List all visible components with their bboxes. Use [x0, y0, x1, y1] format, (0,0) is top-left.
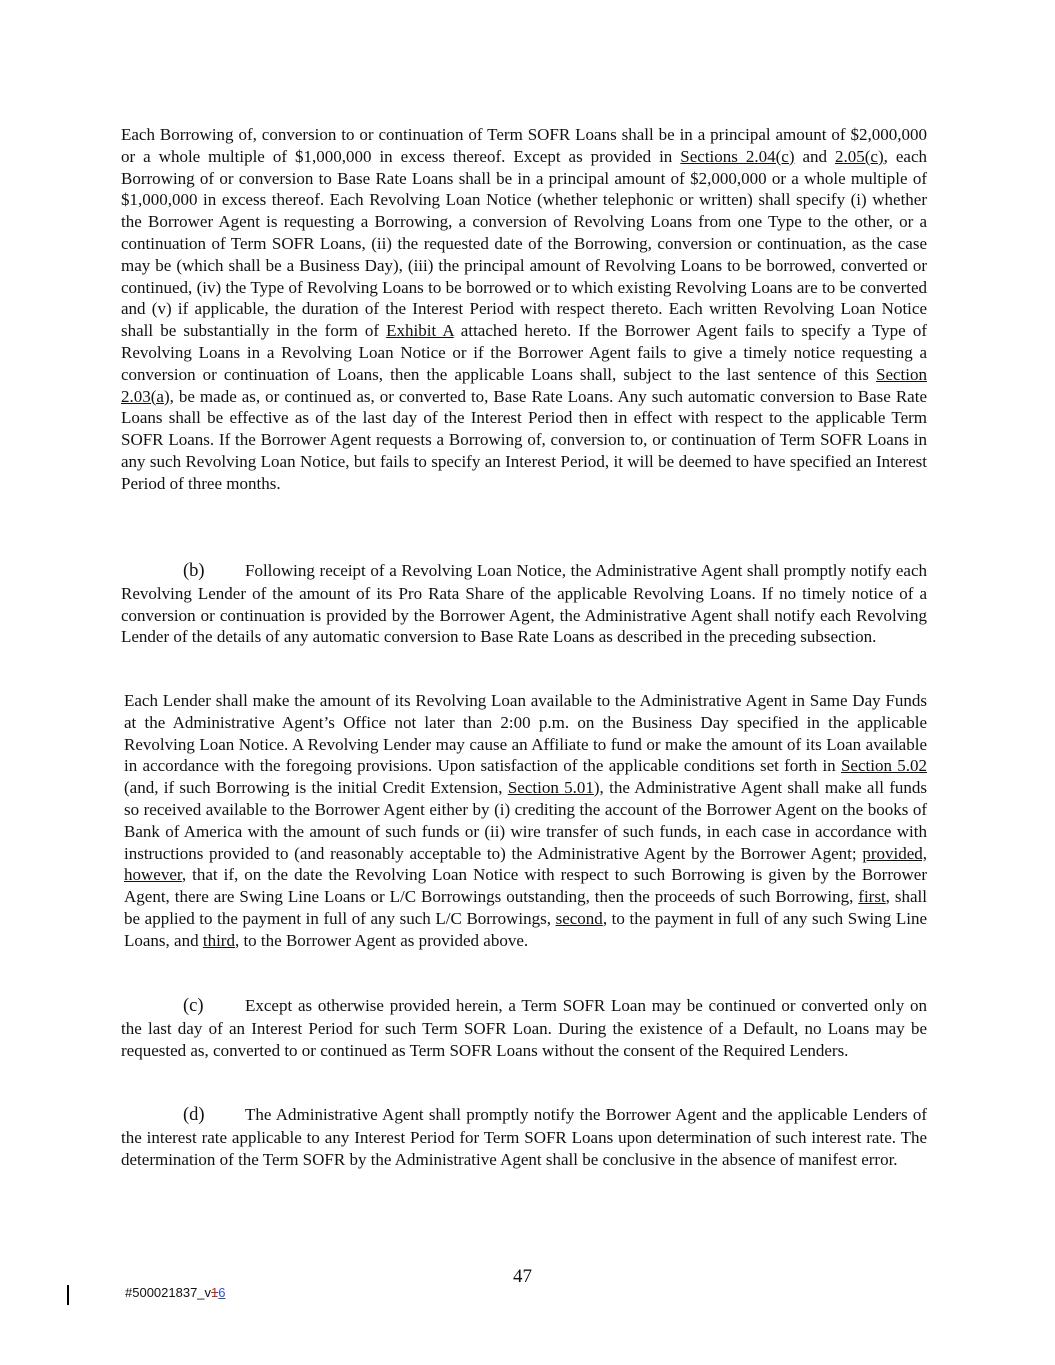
- section-5-01-reference: Section 5.01: [507, 778, 594, 798]
- paragraph-d: (d) The Administrative Agent shall promptly notify the Borrower Agent and the applicable Lenders of the interest rate applicable to any Interest Period for Term SOFR Loans upon determination of such interest rate. The determination of the Term SOFR by the Administrative Agent shall be conclusive in the absence of manifest error.: [121, 1105, 927, 1169]
- paragraph-c: (c) Except as otherwise provided herein, a Term SOFR Loan may be continued or converted only on the last day of an Interest Period for such Term SOFR Loan. During the existence of a Default, no Loans may be requested as, converted to or continued as Term SOFR Loans without the consent of the Required Lenders.: [121, 996, 927, 1060]
- change-bar: [67, 1285, 69, 1305]
- inserted-version-digit: 6: [218, 1285, 226, 1300]
- deleted-version-digit: 1: [211, 1285, 219, 1300]
- paragraph-label-b: (b): [183, 561, 205, 581]
- section-2-05c-reference: 2.05(c): [835, 146, 884, 166]
- sections-2-04c-reference: Sections 2.04(c): [680, 146, 795, 166]
- second-term: second: [555, 908, 603, 928]
- section-2-03a-reference: Section 2.03(a): [121, 364, 927, 406]
- paragraph-label-d: (d): [183, 1105, 205, 1125]
- section-5-02-reference: Section 5.02: [840, 756, 927, 776]
- paragraph-lender-funding: Each Lender shall make the amount of its Revolving Loan available to the Administrative Agent in Same Day Funds at the Administrative Agent’s Office not later than 2:00 p.m. on the Business Day specified in the applicable Revolving Loan Notice. A Revolving Lender may cause an Affiliate to fund or make the amount of its Loan available in accordance with the foregoing provisions. Upon satisfaction of the applicable conditions set forth in Section 5.02 (and, if such Borrowing is the initial Credit Extension, Section 5.01), the Administrative Agent shall make all funds so received available to the Borrower Agent either by (i) crediting the account of the Borrower Agent on the books of Bank of America with the amount of such funds or (ii) wire transfer of such funds, in each case in accordance with instructions provided to (and reasonably acceptable to) the Administrative Agent by the Borrower Agent; provided, however, that if, on the date the Revolving Loan Notice with respect to such Borrowing is given by the Borrower Agent, there are Swing Line Loans or L/C Borrowings outstanding, then the proceeds of such Borrowing, first, shall be applied to the payment in full of any such L/C Borrowings, second, to the payment in full of any such Swing Line Loans, and third, to the Borrower Agent as provided above.: [124, 691, 927, 950]
- document-id: #500021837_v16: [125, 1285, 226, 1300]
- exhibit-a-reference: Exhibit A: [386, 321, 454, 341]
- paragraph-b: (b) Following receipt of a Revolving Loan Notice, the Administrative Agent shall promptly notify each Revolving Lender of the amount of its Pro Rata Share of the applicable Revolving Loans. If no timely notice of a conversion or continuation is provided by the Borrower Agent, the Administrative Agent shall notify each Revolving Lender of the details of any automatic conversion to Base Rate Loans as described in the preceding subsection.: [121, 561, 927, 647]
- paragraph-borrowing-amounts: Each Borrowing of, conversion to or continuation of Term SOFR Loans shall be in a principal amount of $2,000,000 or a whole multiple of $1,000,000 in excess thereof. Except as provided in Sections 2.04(c) and 2.05(c), each Borrowing of or conversion to Base Rate Loans shall be in a principal amount of $2,000,000 or a whole multiple of $1,000,000 in excess thereof. Each Revolving Loan Notice (whether telephonic or written) shall specify (i) whether the Borrower Agent is requesting a Borrowing, a conversion of Revolving Loans from one Type to the other, or a continuation of Term SOFR Loans, (ii) the requested date of the Borrowing, conversion or continuation, as the case may be (which shall be a Business Day), (iii) the principal amount of Revolving Loans to be borrowed, converted or continued, (iv) the Type of Revolving Loans to be borrowed or to which existing Revolving Loans are to be converted and (v) if applicable, the duration of the Interest Period with respect thereto. Each written Revolving Loan Notice shall be substantially in the form of Exhibit A attached hereto. If the Borrower Agent fails to specify a Type of Revolving Loans in a Revolving Loan Notice or if the Borrower Agent fails to give a timely notice requesting a conversion or continuation of Loans, then the applicable Loans shall, subject to the last sentence of this Section 2.03(a), be made as, or continued as, or converted to, Base Rate Loans. Any such automatic conversion to Base Rate Loans shall be effective as of the last day of the Interest Period then in effect with respect to the applicable Term SOFR Loans. If the Borrower Agent requests a Borrowing of, conversion to, or continuation of Term SOFR Loans in any such Revolving Loan Notice, but fails to specify an Interest Period, it will be deemed to have specified an Interest Period of three months.: [121, 125, 927, 493]
- third-term: third: [202, 930, 235, 950]
- paragraph-label-c: (c): [183, 996, 204, 1016]
- first-term: first: [858, 887, 886, 907]
- provided-however-term: provided, however: [124, 843, 927, 885]
- page-number: 47: [513, 1266, 532, 1287]
